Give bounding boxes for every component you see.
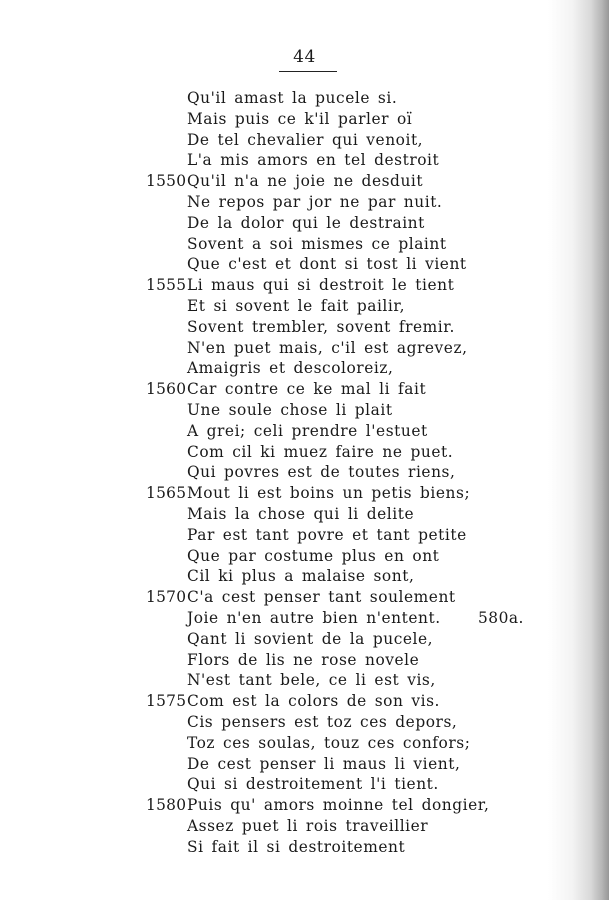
verse-text: Cis pensers est toz ces depors,	[187, 712, 458, 731]
verse-line	[0, 546, 609, 567]
verse-text: L'a mis amors en tel destroit	[187, 151, 440, 170]
verse-text: Que par costume plus en ont	[187, 546, 440, 565]
verse-line	[0, 566, 609, 587]
line-number: 1550	[146, 172, 187, 191]
verse-line	[0, 192, 609, 213]
verse-text: De la dolor qui le destraint	[187, 213, 425, 232]
verse-text: Com est la colors de son vis.	[187, 692, 441, 711]
verse-line	[0, 816, 609, 837]
verse-text: Flors de lis ne rose novele	[187, 650, 420, 669]
verse-line	[0, 525, 609, 546]
verse-line	[0, 608, 609, 629]
line-number: 1570	[146, 588, 187, 607]
verse-line	[0, 379, 609, 400]
verse-text: De cest penser li maus li vient,	[187, 754, 461, 773]
verse-block	[0, 88, 609, 857]
verse-text: Puis qu' amors moinne tel dongier,	[187, 796, 490, 815]
verse-text: Qant li sovient de la pucele,	[187, 629, 434, 648]
page-number-rule	[279, 71, 337, 72]
verse-text: Qui si destroitement l'i tient.	[187, 775, 439, 794]
verse-text: Mout li est boins un petis biens;	[187, 484, 471, 503]
verse-line	[0, 213, 609, 234]
verse-line	[0, 275, 609, 296]
verse-text: Qu'il n'a ne joie ne desduit	[187, 172, 424, 191]
verse-line	[0, 670, 609, 691]
verse-line	[0, 650, 609, 671]
verse-line	[0, 733, 609, 754]
line-number: 1560	[146, 380, 187, 399]
verse-text: N'en puet mais, c'il est agrevez,	[187, 338, 468, 357]
verse-text: Li maus qui si destroit le tient	[187, 276, 455, 295]
page-number: 44	[293, 47, 316, 67]
verse-line	[0, 442, 609, 463]
line-number: 1575	[146, 692, 187, 711]
verse-text: Si fait il si destroitement	[187, 837, 406, 856]
verse-line	[0, 400, 609, 421]
verse-line	[0, 483, 609, 504]
verse-text: Amaigris et descoloreiz,	[187, 359, 394, 378]
verse-text: A grei; celi prendre l'estuet	[187, 421, 428, 440]
verse-text: Qui povres est de toutes riens,	[187, 463, 456, 482]
verse-line	[0, 88, 609, 109]
verse-line	[0, 296, 609, 317]
line-number: 1580	[146, 796, 187, 815]
verse-text: Cil ki plus a malaise sont,	[187, 567, 415, 586]
verse-text: Com cil ki muez faire ne puet.	[187, 442, 454, 461]
verse-text: Toz ces soulas, touz ces confors;	[187, 733, 471, 752]
verse-text: Sovent a soi mismes ce plaint	[187, 234, 447, 253]
verse-line	[0, 317, 609, 338]
verse-text: Joie n'en autre bien n'entent.	[187, 608, 441, 627]
verse-line	[0, 150, 609, 171]
verse-line	[0, 587, 609, 608]
manuscript-folio-note: 580a.	[478, 608, 524, 627]
verse-line	[0, 358, 609, 379]
line-number: 1565	[146, 484, 187, 503]
verse-text: Car contre ce ke mal li fait	[187, 380, 427, 399]
verse-line	[0, 712, 609, 733]
verse-line	[0, 254, 609, 275]
verse-text: Qu'il amast la pucele si.	[187, 89, 398, 107]
verse-text: Mais puis ce k'il parler oï	[187, 109, 413, 128]
verse-text: Sovent trembler, sovent fremir.	[187, 317, 455, 336]
verse-text: De tel chevalier qui venoit,	[187, 130, 424, 149]
verse-line	[0, 837, 609, 858]
verse-line	[0, 629, 609, 650]
verse-line	[0, 462, 609, 483]
line-number: 1555	[146, 276, 187, 295]
verse-line	[0, 691, 609, 712]
verse-text: Ne repos par jor ne par nuit.	[187, 192, 443, 211]
verse-text: Une soule chose li plait	[187, 400, 393, 419]
verse-line	[0, 130, 609, 151]
verse-line	[0, 504, 609, 525]
verse-line	[0, 171, 609, 192]
verse-text: Mais la chose qui li delite	[187, 504, 415, 523]
verse-text: Assez puet li rois traveillier	[187, 816, 429, 835]
verse-text: C'a cest penser tant soulement	[187, 588, 456, 607]
verse-line	[0, 795, 609, 816]
verse-line	[0, 774, 609, 795]
verse-line	[0, 421, 609, 442]
verse-line	[0, 338, 609, 359]
verse-line	[0, 754, 609, 775]
verse-text: N'est tant bele, ce li est vis,	[187, 671, 436, 690]
binding-shadow	[591, 0, 609, 900]
verse-line	[0, 109, 609, 130]
verse-line	[0, 234, 609, 255]
verse-text: Et si sovent le fait pailir,	[187, 296, 406, 315]
verse-text: Par est tant povre et tant petite	[187, 525, 467, 544]
verse-text: Que c'est et dont si tost li vient	[187, 255, 467, 274]
